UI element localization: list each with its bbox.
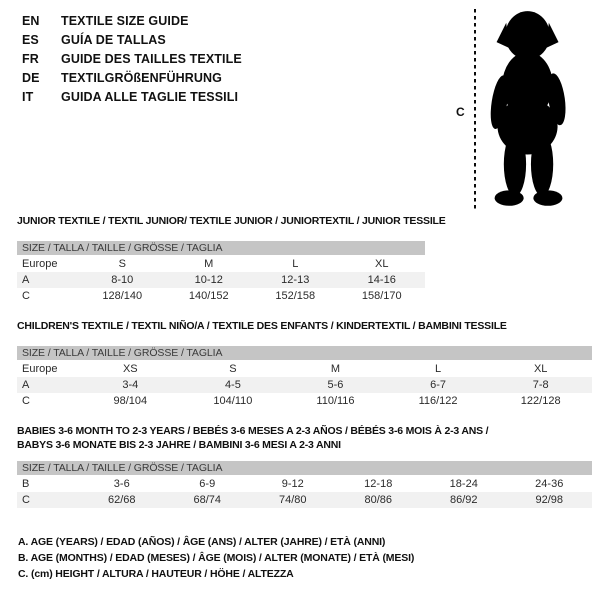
row-label-cell: C: [22, 395, 30, 407]
table-cell: 140/152: [188, 290, 229, 302]
row-label-cell: Europe: [22, 258, 58, 270]
language-code: FR: [22, 51, 39, 66]
table-row: [17, 492, 592, 508]
height-measure-label: C: [456, 105, 465, 119]
babies-size-table: [17, 476, 592, 508]
row-label-cell: C: [22, 290, 30, 302]
legend-line-c: C. (cm) HEIGHT / ALTURA / HAUTEUR / HÖHE / ALTEZZA: [18, 568, 294, 580]
table-cell: 14-16: [367, 274, 396, 286]
children-size-section: [17, 320, 592, 409]
table-cell: 152/158: [275, 290, 316, 302]
table-cell: S: [118, 258, 126, 270]
table-cell: 24-36: [535, 478, 564, 490]
table-cell: 62/68: [107, 494, 136, 506]
language-code: EN: [22, 13, 40, 28]
language-title: TEXTILE SIZE GUIDE: [61, 13, 189, 28]
babies-section-title-line1: BABIES 3-6 MONTH TO 2-3 YEARS / BEBÉS 3-6 MESES A 2-3 AÑOS / BÉBÉS 3-6 MOIS À 2-3 ANS /: [17, 425, 489, 437]
language-title: GUÍA DE TALLAS: [61, 32, 166, 47]
table-cell: 80/86: [364, 494, 393, 506]
table-row: [17, 377, 592, 393]
table-cell: 10-12: [194, 274, 223, 286]
table-cell: 92/98: [535, 494, 564, 506]
table-row: [17, 476, 592, 492]
table-cell: S: [229, 363, 237, 375]
table-cell: 86/92: [449, 494, 478, 506]
table-cell: 128/140: [102, 290, 143, 302]
table-cell: 5-6: [327, 379, 344, 391]
row-label-cell: Europe: [22, 363, 58, 375]
babies-size-section: [17, 424, 592, 508]
table-cell: 158/170: [361, 290, 402, 302]
row-label-cell: A: [22, 274, 30, 286]
table-cell: 110/116: [316, 395, 355, 407]
table-cell: 3-6: [113, 478, 130, 490]
language-title: GUIDA ALLE TAGLIE TESSILI: [61, 89, 239, 104]
table-cell: 116/122: [418, 395, 458, 407]
table-cell: 18-24: [449, 478, 478, 490]
language-title: TEXTILGRÖßENFÜHRUNG: [61, 70, 222, 85]
table-cell: XL: [375, 258, 389, 270]
size-header-bar: SIZE / TALLA / TAILLE / GRÖSSE / TAGLIA: [17, 241, 425, 255]
children-section-title: CHILDREN'S TEXTILE / TEXTIL NIÑO/A / TEXTILE DES ENFANTS / KINDERTEXTIL / BAMBINI TESSILE: [17, 320, 507, 332]
language-code: ES: [22, 32, 39, 47]
legend-line-b: B. AGE (MONTHS) / EDAD (MESES) / ÂGE (MOIS) / ALTER (MONATE) / ETÀ (MESI): [18, 552, 415, 564]
language-title: GUIDE DES TAILLES TEXTILE: [61, 51, 242, 66]
table-row: [17, 288, 425, 304]
table-row: [17, 393, 592, 409]
junior-size-table: [17, 256, 425, 304]
table-cell: M: [330, 363, 341, 375]
table-cell: 9-12: [281, 478, 304, 490]
table-cell: 74/80: [278, 494, 307, 506]
language-row: [22, 49, 242, 68]
babies-section-title: [17, 424, 592, 452]
language-title-list: [22, 11, 242, 106]
table-cell: 6-9: [199, 478, 216, 490]
table-cell: 12-18: [364, 478, 393, 490]
junior-size-section: [17, 215, 446, 304]
table-cell: 7-8: [532, 379, 549, 391]
language-row: [22, 30, 242, 49]
table-cell: 122/128: [520, 395, 561, 407]
table-cell: 4-5: [224, 379, 241, 391]
table-cell: 3-4: [122, 379, 139, 391]
table-cell: XS: [122, 363, 138, 375]
table-cell: 12-13: [281, 274, 310, 286]
legend-line-a: A. AGE (YEARS) / EDAD (AÑOS) / ÂGE (ANS) / ALTER (JAHRE) / ETÀ (ANNI): [18, 536, 386, 548]
size-header-bar: SIZE / TALLA / TAILLE / GRÖSSE / TAGLIA: [17, 461, 592, 475]
measure-legend: [18, 534, 414, 582]
row-label-cell: B: [22, 478, 30, 490]
language-row: [22, 68, 242, 87]
table-cell: 98/104: [113, 395, 148, 407]
height-dashed-line-icon: [473, 9, 477, 209]
height-measure-figure: [452, 5, 598, 215]
table-cell: XL: [533, 363, 548, 375]
table-cell: 6-7: [430, 379, 447, 391]
size-header-bar: SIZE / TALLA / TAILLE / GRÖSSE / TAGLIA: [17, 346, 592, 360]
table-cell: M: [204, 258, 214, 270]
row-label-cell: A: [22, 379, 30, 391]
table-cell: L: [292, 258, 299, 270]
children-size-table: [17, 361, 592, 409]
table-row: [17, 256, 425, 272]
language-row: [22, 87, 242, 106]
table-cell: 104/110: [213, 395, 253, 407]
table-cell: L: [435, 363, 442, 375]
toddler-silhouette-icon: [483, 6, 575, 210]
table-cell: 8-10: [111, 274, 134, 286]
language-code: IT: [22, 89, 34, 104]
language-code: DE: [22, 70, 40, 85]
row-label-cell: C: [22, 494, 30, 506]
babies-section-title-line2: BABYS 3-6 MONATE BIS 2-3 JAHRE / BAMBINI 3-6 MESI A 2-3 ANNI: [17, 439, 341, 451]
table-cell: 68/74: [193, 494, 222, 506]
table-row: [17, 361, 592, 377]
table-row: [17, 272, 425, 288]
junior-section-title: JUNIOR TEXTILE / TEXTIL JUNIOR/ TEXTILE JUNIOR / JUNIORTEXTIL / JUNIOR TESSILE: [17, 215, 446, 227]
language-row: [22, 11, 242, 30]
